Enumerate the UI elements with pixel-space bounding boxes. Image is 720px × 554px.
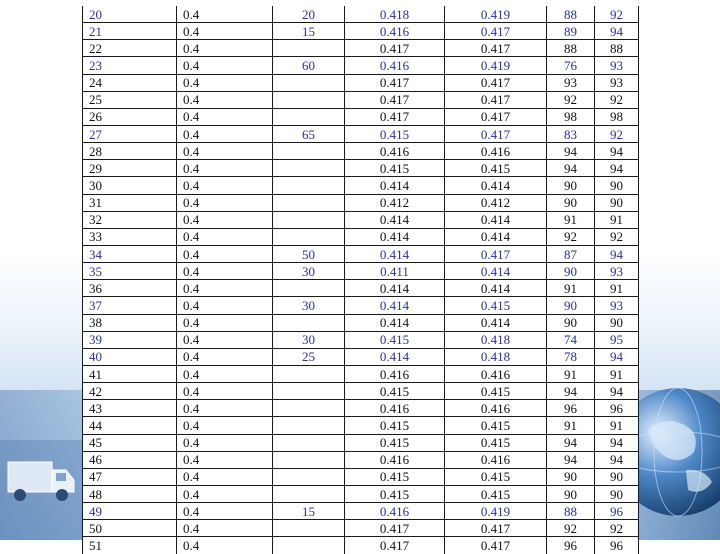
table-cell: 0.414: [345, 348, 445, 365]
table-cell: 0.414: [345, 228, 445, 245]
table-cell: 0.414: [345, 280, 445, 297]
table-cell: 0.414: [445, 177, 547, 194]
table-row: [83, 245, 639, 262]
table-cell: 0.4: [177, 143, 273, 160]
table-cell: 0.414: [445, 263, 547, 280]
table-cell: 0.415: [445, 297, 547, 314]
table-cell: 90: [595, 485, 639, 502]
table-cell: 0.419: [445, 57, 547, 74]
table-cell: 94: [547, 160, 595, 177]
table-cell: 0.4: [177, 91, 273, 108]
table-cell: 0.4: [177, 297, 273, 314]
table-cell: 94: [595, 245, 639, 262]
table-cell: 0.4: [177, 537, 273, 554]
table-cell: 0.4: [177, 263, 273, 280]
table-cell: 29: [83, 160, 177, 177]
table-cell: 0.417: [345, 91, 445, 108]
table-cell: 0.416: [445, 400, 547, 417]
table-cell: 0.4: [177, 468, 273, 485]
table-cell: 0.415: [345, 160, 445, 177]
table-cell: 38: [83, 314, 177, 331]
table-cell: 0.4: [177, 417, 273, 434]
table-cell: 92: [595, 228, 639, 245]
table-cell: 94: [547, 383, 595, 400]
table-cell: 93: [595, 74, 639, 91]
table-cell: 49: [83, 503, 177, 520]
table-cell: 94: [595, 143, 639, 160]
table-cell: 0.417: [345, 520, 445, 537]
table-cell: 0.4: [177, 125, 273, 142]
table-cell: 96: [595, 537, 639, 554]
table-cell: [273, 451, 345, 468]
table-cell: 0.417: [445, 125, 547, 142]
table-cell: 0.417: [445, 40, 547, 57]
table-cell: [273, 434, 345, 451]
table-cell: 0.416: [445, 451, 547, 468]
table-cell: 0.415: [445, 417, 547, 434]
table-cell: 0.414: [345, 211, 445, 228]
table-cell: 92: [595, 91, 639, 108]
table-cell: 0.4: [177, 314, 273, 331]
table-cell: 33: [83, 228, 177, 245]
table-row: [83, 434, 639, 451]
table-cell: 0.416: [445, 143, 547, 160]
table-cell: 0.415: [345, 383, 445, 400]
table-row: [83, 348, 639, 365]
table-cell: 96: [547, 537, 595, 554]
table-cell: 94: [547, 434, 595, 451]
table-cell: 0.4: [177, 23, 273, 40]
globe-icon: [628, 360, 720, 540]
table-cell: 0.414: [345, 177, 445, 194]
table-cell: 94: [595, 160, 639, 177]
table-cell: 0.415: [445, 383, 547, 400]
table-row: [83, 177, 639, 194]
table-cell: 98: [547, 108, 595, 125]
table-cell: 0.414: [445, 314, 547, 331]
table-cell: 91: [547, 365, 595, 382]
table-cell: 88: [547, 40, 595, 57]
table-cell: 92: [595, 6, 639, 23]
table-cell: 43: [83, 400, 177, 417]
table-cell: 0.4: [177, 6, 273, 23]
table-cell: 88: [547, 6, 595, 23]
table-cell: 0.416: [345, 143, 445, 160]
table-row: [83, 211, 639, 228]
table-row: [83, 6, 639, 23]
table-cell: 0.411: [345, 263, 445, 280]
table-cell: [273, 280, 345, 297]
table-cell: 0.416: [345, 57, 445, 74]
table-cell: 94: [547, 451, 595, 468]
table-cell: 92: [547, 228, 595, 245]
table-cell: 92: [547, 91, 595, 108]
table-cell: 90: [547, 485, 595, 502]
table-cell: 31: [83, 194, 177, 211]
table-cell: 35: [83, 263, 177, 280]
table-cell: 0.418: [445, 331, 547, 348]
table-row: [83, 57, 639, 74]
table-cell: 90: [595, 314, 639, 331]
table-cell: 36: [83, 280, 177, 297]
table-cell: 34: [83, 245, 177, 262]
table-cell: [273, 520, 345, 537]
table-cell: [273, 108, 345, 125]
table-cell: 25: [83, 91, 177, 108]
table-row: [83, 537, 639, 554]
table-cell: [273, 177, 345, 194]
table-cell: 30: [83, 177, 177, 194]
table-cell: 88: [547, 503, 595, 520]
table-cell: 92: [595, 520, 639, 537]
table-row: [83, 383, 639, 400]
table-cell: 0.417: [345, 537, 445, 554]
table-cell: 0.414: [445, 280, 547, 297]
table-cell: 30: [273, 331, 345, 348]
table-cell: 0.415: [345, 331, 445, 348]
table-row: [83, 331, 639, 348]
table-row: [83, 468, 639, 485]
table-cell: 0.415: [445, 485, 547, 502]
table-cell: 96: [547, 400, 595, 417]
table-cell: 0.4: [177, 40, 273, 57]
table-cell: 93: [595, 57, 639, 74]
table-row: [83, 23, 639, 40]
table-cell: 0.4: [177, 74, 273, 91]
table-cell: 92: [595, 125, 639, 142]
table-cell: 0.417: [345, 40, 445, 57]
table-cell: [273, 194, 345, 211]
table-cell: 91: [595, 280, 639, 297]
table-row: [83, 314, 639, 331]
table-cell: 30: [273, 263, 345, 280]
table-cell: [273, 485, 345, 502]
table-cell: [273, 228, 345, 245]
table-cell: 44: [83, 417, 177, 434]
table-cell: 94: [595, 451, 639, 468]
table-cell: 0.419: [445, 503, 547, 520]
table-row: [83, 228, 639, 245]
table-cell: 27: [83, 125, 177, 142]
table-cell: [273, 211, 345, 228]
table-cell: 93: [547, 74, 595, 91]
table-cell: 0.4: [177, 485, 273, 502]
table-cell: 45: [83, 434, 177, 451]
table-cell: 76: [547, 57, 595, 74]
table-cell: 88: [595, 40, 639, 57]
table-row: [83, 520, 639, 537]
table-row: [83, 108, 639, 125]
table-row: [83, 74, 639, 91]
table-cell: 40: [83, 348, 177, 365]
table-cell: 96: [595, 400, 639, 417]
table-row: [83, 280, 639, 297]
table-row: [83, 485, 639, 502]
table-cell: 96: [595, 503, 639, 520]
table-cell: 94: [595, 23, 639, 40]
table-cell: 28: [83, 143, 177, 160]
table-cell: 0.4: [177, 331, 273, 348]
table-cell: 0.417: [445, 23, 547, 40]
table-row: [83, 40, 639, 57]
table-cell: 90: [595, 177, 639, 194]
table-cell: 0.415: [345, 125, 445, 142]
table-cell: 90: [547, 194, 595, 211]
table-cell: 0.414: [445, 211, 547, 228]
table-cell: [273, 365, 345, 382]
table-cell: 26: [83, 108, 177, 125]
table-row: [83, 125, 639, 142]
table-cell: 0.416: [345, 400, 445, 417]
table-cell: 0.416: [345, 365, 445, 382]
table-cell: 20: [83, 6, 177, 23]
table-cell: 0.415: [445, 468, 547, 485]
table-row: [83, 417, 639, 434]
table-cell: 65: [273, 125, 345, 142]
table-cell: 25: [273, 348, 345, 365]
table-cell: 0.4: [177, 177, 273, 194]
table-cell: [273, 468, 345, 485]
table-cell: 41: [83, 365, 177, 382]
table-cell: 0.417: [345, 108, 445, 125]
table-cell: 0.415: [345, 485, 445, 502]
table-cell: 0.414: [345, 245, 445, 262]
table-cell: [273, 91, 345, 108]
table-cell: 0.414: [445, 228, 547, 245]
table-cell: 0.416: [345, 451, 445, 468]
table-cell: 0.4: [177, 400, 273, 417]
table-body: [83, 6, 639, 554]
table-cell: 94: [595, 434, 639, 451]
table-cell: 94: [595, 348, 639, 365]
table-row: [83, 503, 639, 520]
table-cell: 90: [547, 177, 595, 194]
table-row: [83, 263, 639, 280]
table-cell: 0.415: [445, 160, 547, 177]
table-cell: [273, 417, 345, 434]
table-cell: 0.4: [177, 228, 273, 245]
table-row: [83, 297, 639, 314]
table-cell: 0.417: [445, 108, 547, 125]
table-cell: 37: [83, 297, 177, 314]
table-cell: 47: [83, 468, 177, 485]
table-cell: 95: [595, 331, 639, 348]
table-cell: 23: [83, 57, 177, 74]
table-cell: 0.4: [177, 108, 273, 125]
table-cell: [273, 40, 345, 57]
table-cell: 0.415: [345, 417, 445, 434]
table-cell: 0.417: [445, 537, 547, 554]
table-cell: [273, 160, 345, 177]
table-cell: 0.4: [177, 348, 273, 365]
table-cell: 0.4: [177, 383, 273, 400]
table-cell: 20: [273, 6, 345, 23]
table-cell: 90: [595, 194, 639, 211]
table-cell: 0.419: [445, 6, 547, 23]
table-row: [83, 451, 639, 468]
table-cell: 0.412: [345, 194, 445, 211]
table-cell: 21: [83, 23, 177, 40]
table-cell: 0.417: [445, 74, 547, 91]
table-cell: 78: [547, 348, 595, 365]
table-row: [83, 400, 639, 417]
table-cell: 32: [83, 211, 177, 228]
table-cell: 0.416: [445, 365, 547, 382]
table-cell: 90: [595, 468, 639, 485]
table-cell: 91: [595, 417, 639, 434]
table-cell: 15: [273, 23, 345, 40]
table-cell: 30: [273, 297, 345, 314]
table-cell: 90: [547, 263, 595, 280]
table-cell: 24: [83, 74, 177, 91]
table-cell: [273, 383, 345, 400]
table-cell: 42: [83, 383, 177, 400]
table-cell: 0.4: [177, 520, 273, 537]
table-cell: 0.4: [177, 245, 273, 262]
table-cell: 48: [83, 485, 177, 502]
table-cell: 90: [547, 468, 595, 485]
table-cell: 51: [83, 537, 177, 554]
table-row: [83, 91, 639, 108]
table-cell: 90: [547, 314, 595, 331]
table-cell: 91: [595, 211, 639, 228]
table-cell: 0.4: [177, 434, 273, 451]
table-cell: 0.4: [177, 451, 273, 468]
table-cell: 91: [547, 280, 595, 297]
table-cell: 39: [83, 331, 177, 348]
table-cell: 94: [547, 143, 595, 160]
table-cell: 98: [595, 108, 639, 125]
table-row: [83, 143, 639, 160]
table-cell: 46: [83, 451, 177, 468]
table-cell: 0.418: [345, 6, 445, 23]
table-cell: 0.414: [345, 314, 445, 331]
table-cell: 50: [83, 520, 177, 537]
table-cell: 93: [595, 297, 639, 314]
table-cell: 22: [83, 40, 177, 57]
table-cell: 91: [547, 417, 595, 434]
table-cell: 0.4: [177, 194, 273, 211]
table-cell: 74: [547, 331, 595, 348]
table-cell: 0.4: [177, 503, 273, 520]
table-cell: 92: [547, 520, 595, 537]
table-row: [83, 365, 639, 382]
table-cell: 50: [273, 245, 345, 262]
table-cell: 89: [547, 23, 595, 40]
table-cell: 94: [595, 383, 639, 400]
table-cell: 90: [547, 297, 595, 314]
table-cell: [273, 400, 345, 417]
table-cell: 91: [595, 365, 639, 382]
table-cell: 0.416: [345, 23, 445, 40]
table-cell: 0.415: [345, 468, 445, 485]
table-cell: 91: [547, 211, 595, 228]
table-cell: 0.4: [177, 365, 273, 382]
table-cell: 83: [547, 125, 595, 142]
table-cell: [273, 143, 345, 160]
table-cell: 0.4: [177, 280, 273, 297]
data-table: [82, 6, 639, 554]
table-cell: 0.4: [177, 211, 273, 228]
table-cell: 0.4: [177, 57, 273, 74]
table-cell: 0.414: [345, 297, 445, 314]
table-cell: 0.416: [345, 503, 445, 520]
table-cell: 0.417: [445, 245, 547, 262]
table-cell: 0.417: [445, 91, 547, 108]
table-row: [83, 160, 639, 177]
table-cell: 0.417: [445, 520, 547, 537]
table-cell: 0.417: [345, 74, 445, 91]
table-cell: 0.415: [345, 434, 445, 451]
table-cell: [273, 537, 345, 554]
table-cell: [273, 74, 345, 91]
table-cell: 93: [595, 263, 639, 280]
table-cell: 15: [273, 503, 345, 520]
table-cell: 0.418: [445, 348, 547, 365]
table-cell: 60: [273, 57, 345, 74]
table-row: [83, 194, 639, 211]
table-cell: 0.415: [445, 434, 547, 451]
truck-icon: [0, 440, 85, 540]
table-cell: 0.412: [445, 194, 547, 211]
table-cell: [273, 314, 345, 331]
table-cell: 0.4: [177, 160, 273, 177]
table-cell: 87: [547, 245, 595, 262]
